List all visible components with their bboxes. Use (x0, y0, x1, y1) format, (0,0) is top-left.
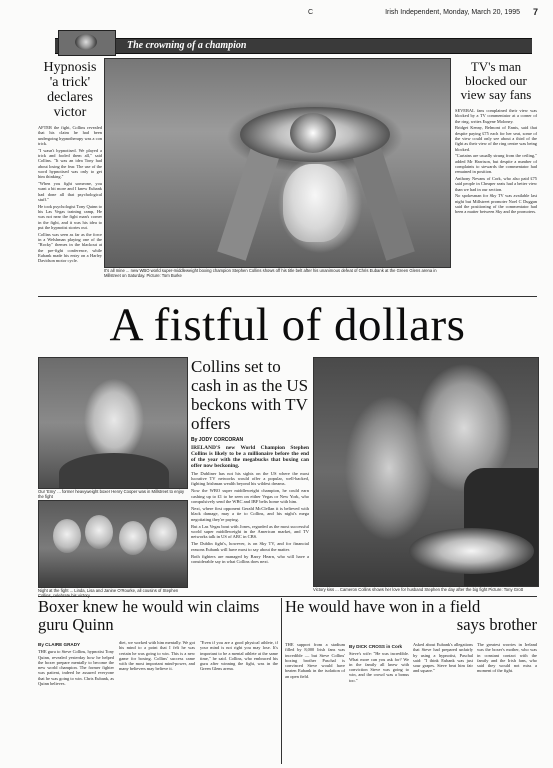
boxer-headline: Boxer knew he would win claims guru Quinn (38, 597, 260, 634)
paragraph: But a Las Vegas bout with Jones, regarded as the most successful world super middleweight in the American market, and TV networks talk in US of ABC in CBS. (191, 523, 309, 540)
photo-cousins (38, 500, 188, 588)
paragraph: Now the WBO super middleweight champion, he could earn cashing up to £1 to be seen on either Vegas or New York, who compulsively send the WBC and IBF belts home with him. (191, 488, 309, 505)
collins-byline: By JODY CORCORAN (191, 437, 244, 443)
divider (38, 596, 537, 597)
collins-headline: Collins set to cash in as the US beckons with TV offers (191, 357, 309, 433)
section-bar (55, 38, 532, 54)
collins-body (191, 445, 309, 565)
main-photo-caption: It's all mine ... new WBO world super-middleweight boxing champion Stephen Collins shows off his title belt after his unanimous defeat of Chris Eubank at the Green Glens arena in Millstreet on Saturday. Picture: Tom Burke (104, 268, 437, 278)
photo-henry-cooper (38, 357, 188, 489)
masthead (38, 6, 538, 20)
tv-headline: TV's man blocked our view say fans (460, 59, 532, 102)
paragraph: The greatest worries in Ireland was the boxer's mother, who was in constant contact with the family and the Irish fans, who said they would not miss a moment of the fight. (477, 642, 537, 674)
photo-victory-kiss (313, 357, 539, 587)
photo-head (119, 521, 147, 555)
main-photo-champion (104, 58, 451, 268)
paragraph: SEVERAL fans complained their view was blocked by a TV commentator at a corner of the ring, writes Eugene Moloney. (455, 108, 537, 124)
title-belt-icon (75, 34, 97, 50)
field-col-3 (413, 642, 473, 675)
photo-cousins-caption: Night at the fight ... Linda, Lisa and Janine O'Rourke, all cousins of Stephen (38, 588, 179, 593)
paragraph: Anthony Nevans of Cork, who also paid £75 said people in Cheaper seats had a better view than we had in our section. (455, 176, 537, 192)
photo-shoulders (59, 453, 169, 489)
paragraph: The Dublin fight's, however, is on Sky TV, and for financial reasons Eubank will have most to say about the matter. (191, 541, 309, 552)
paragraph: Collins was seen as far as the force in a Welshman playing one of the "Rocky" themes in the blackout at the pre-fight conference, while Eubank made his entry on a Harley Davidson motor cycle. (38, 231, 102, 264)
boxer-byline-col (38, 640, 114, 688)
paragraph: He took psychologist Tony Quinn to his Las Vegas training camp, He was not near the fight man's corner in the fight, and it was his idea to put the hypnotist stories out. (38, 203, 102, 230)
divider (38, 296, 537, 297)
section-title: The crowning of a champion (127, 40, 247, 51)
field-byline: By DICK CROSS in Cork (349, 644, 403, 649)
divider (281, 598, 282, 764)
paragraph: "Even if you are a good physical athlete, if your mind is not right you may lose. It's important to be a mental athlete at the same time," he said. Collins, who embraced his guru after winning the fight, was in the Green Glens arena. (200, 640, 278, 672)
paragraph: diet, we worked with him mentally. We got his mind to a point that I felt he was certain he was going to win. This is a new game for boxing. Collins' success came with the most important mind-power, and many believers may believe it. (119, 640, 195, 672)
dateline: Irish Independent, Monday, March 20, 1995 (385, 9, 520, 16)
page-number: 7 (532, 7, 538, 17)
tv-sidebar (455, 60, 537, 216)
field-headline-line2: says brother (456, 615, 537, 634)
paragraph: No spokesman for Sky TV was available last night but Millstreet promoter Noel C Duggan said the positioning of the commentator had been a matter between Sky and the promoters. (455, 193, 537, 215)
paragraph: Both fighters are managed by Barry Hearn, who will have a considerable say in what Collins does next. (191, 553, 309, 565)
paragraph: Steve's wife: "He was incredible. What more can you ask for? We in the family all knew with conviction Steve was going to win, and the crowd was a bonus too." (349, 651, 409, 683)
paragraph: "Curtains are usually strung from the ceiling," added Mr Harrison, but despite a number of complaints to stewards the commentator had remained in position. (455, 153, 537, 175)
masthead-mark: C (308, 9, 314, 16)
hypnosis-body (38, 125, 102, 263)
field-headline (285, 598, 537, 634)
photo-head (149, 517, 177, 551)
photo-face (283, 164, 347, 242)
main-headline: A fistful of dollars (109, 299, 466, 351)
tv-body (455, 108, 537, 215)
field-headline-line1: He would have won in a field (285, 597, 481, 616)
photo-title-belt (409, 528, 534, 574)
paragraph: The Dubliner has not his sights on the US where the most lucrative TV networks would offer a popular, well-backed, fighting Irishman wealth beyond his wildest dreams. (191, 470, 309, 487)
paragraph: Asked about Eubank's allegations that Steve had prepared unfairly by using a hypnotist, Paschal said: "I think Eubank was just sour grapes. Steve beat him fair and square." (413, 642, 473, 674)
collins-story (191, 357, 309, 566)
boxer-byline: By CLAIRE GRADY (38, 642, 81, 647)
lead-paragraph: IRELAND'S new World Champion Stephen Collins is likely to be a millionaire before the end of the year with the megabucks that boxing can offer now beckoning. (191, 445, 309, 469)
paragraph: Next, where first opponent Gerald McClellan it is believed with black damage, may a tie to Collins, and his night's mega negotiating they're paying. (191, 505, 309, 522)
photo-kiss-caption: Victory kiss ... Cameron Collins shows her love for husband Stephen the day after the big fight Picture: Tony Grott (313, 587, 524, 592)
paragraph: AFTER the fight, Collins revealed that his claim he had been undergoing hypnotherapy was a con trick. (38, 125, 102, 146)
paragraph: "I wasn't hypnotised. We played a trick and fooled them all," said Collins. "It was an idea Tony had about losing the fear. The use of the word hypnotised was only to get him thinking." (38, 147, 102, 180)
hypnosis-sidebar (38, 60, 102, 265)
paragraph: "When you fight someone, you want a bit more and I knew Eubank had done all that psychological stuff." (38, 180, 102, 202)
photo-head (85, 515, 113, 549)
photo-cooper-caption: Our 'Emy' ... former heavyweight boxer Henry Cooper was in Millstreet to enjoy the fight (38, 489, 185, 499)
section-logo (58, 30, 116, 56)
paragraph: THE support from a stadium filled by 8,000 Irish fans was incredible — but Steve Collins' boxing brother Paschal is convinced Steve would have beaten Eubank in the isolation of an open field. (285, 642, 345, 679)
hypnosis-headline: Hypnosis 'a trick' declares victor (43, 60, 97, 120)
field-col-2 (349, 642, 409, 685)
field-col-4 (477, 642, 537, 675)
boxer-col-3 (200, 640, 278, 673)
paragraph: Bridget Kenny, Belmont of Ennis, said that despite paying £75 each for her seat, some of the view could only see about a third of the fight as their view of the ring centre was being blocked. (455, 125, 537, 152)
photo-belt-plate (290, 113, 336, 153)
field-col-1 (285, 642, 345, 681)
photo-head (53, 519, 81, 553)
boxer-col-2 (119, 640, 195, 673)
paragraph: THE guru to Steve Collins, hypnotist Tony Quinn, revealed yesterday how he helped the boxer prepare mentally to become the new world champion. The former fighter was patient, indeed he assured everyone that he was going to win. Chris Eubank, as Quinn believes. (38, 649, 114, 687)
